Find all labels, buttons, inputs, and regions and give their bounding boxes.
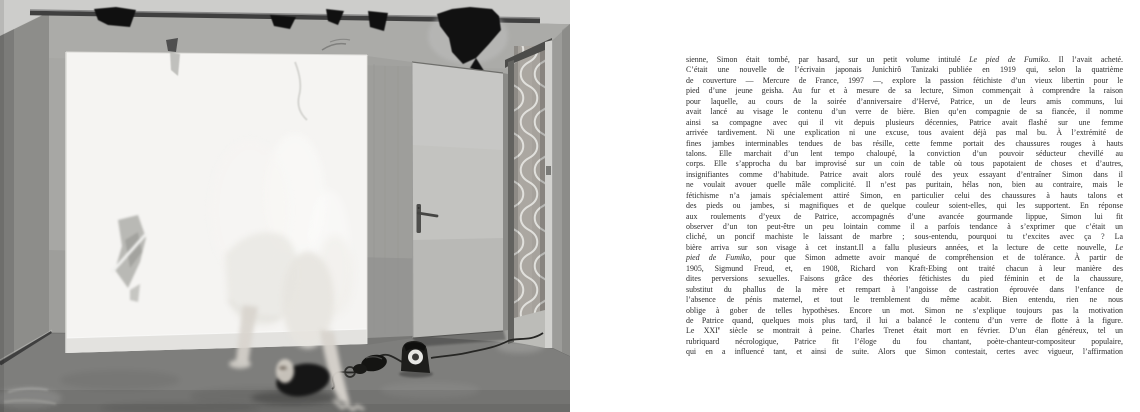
doorway — [505, 14, 553, 348]
text-line: oblige à gober de telles hypothèses. Encore un mot. Simon ne s’explique toujours pas la motivation — [686, 305, 1123, 315]
strike-plate — [546, 166, 551, 175]
doorway-gap — [508, 60, 514, 344]
text-line: rubriquard nécrologique, Patrice fit l’éloge du fou chantant, poète-chanteur-compositeur populaire, — [686, 336, 1123, 346]
text-line: 1905, Sigmund Freud, et, en 1908, Richard von Kraft-Ebing ont traité chacun à leur manière des — [686, 263, 1123, 273]
text-line: bière arriva sur son visage à cet instant.Il a fallu plusieurs années, et la lecture de cette nouvelle, Le — [686, 242, 1123, 252]
open-door — [412, 62, 508, 347]
text-line: insignifiantes comme d’habitude. Patrice avait alors roulé des yeux essayant d’entraîner Simon dans il — [686, 169, 1123, 179]
text-line: des pieds ou jambes, si magnifiques et de quelque couleur soient-elles, qui les supportent. En réponse — [686, 201, 1123, 211]
text-line: pour laquelle, au cours de la soirée d’anniversaire d’Hervé, Patrice, un de leurs amis communs, lui — [686, 96, 1123, 106]
text-line: sienne, Simon était tombé, par hasard, sur un petit volume intitulé Le pied de Fumiko. Il l’avait acheté. — [686, 55, 1123, 64]
text-line: de Patrice quand, quelques mois plus tard, il lui a balancé le contenu d’un verre de flotte à la figure. — [686, 315, 1123, 325]
text-line: substitut du phallus de la mère et rempart à l’angoisse de castration éprouvée dans l’enfance de — [686, 284, 1123, 294]
text-line: ainsi sa compagne avec qui il vit depuis plusieurs décennies, Patrice avait flashé sur une femme — [686, 117, 1123, 127]
text-line: aux roulements d’yeux de Patrice, accompagnés d’une avancée gourmande lippue, Simon lui fit — [686, 211, 1123, 221]
right-wall — [553, 24, 570, 356]
text-line: dites perversions sexuelles. Faisons grâce des théories fétichistes du pied féminin et de la chaussure, — [686, 274, 1123, 284]
page-text — [686, 55, 1123, 360]
text-line: fétichisme n’a jamais spécialement attiré Simon, en particulier celui des chaussures à hauts talons et — [686, 190, 1123, 200]
text-line: arrivée tardivement. Ni une explication ni une excuse, tous avaient déjà pas mal bu. À l’extrémité de — [686, 128, 1123, 138]
wall-strip — [367, 56, 413, 345]
text-line: de couverture — Mercure de France, 1997 —, explore la passion fétichiste d’un vieux libertin pour le — [686, 75, 1123, 85]
door-jamb — [545, 40, 553, 348]
text-line: qui en a influencé tant, et ainsi de suite. Alors que Simon contestait, certes avec vigueur, l’affirmation — [686, 347, 1123, 357]
text-line: pied de Fumiko, pour que Simon admette avoir manqué de compréhension et de tolérance. À partir de — [686, 253, 1123, 263]
photo-edge — [0, 0, 4, 412]
text-line: observer d’un ton peut-être un peu lointain comme il a parfois tendance à s’exprimer que c’était un — [686, 222, 1123, 231]
left-wall — [0, 12, 52, 366]
text-line: C’était une nouvelle de l’écrivain japonais Junichirô Tanizaki publiée en 1919 qui, selon la quatrième — [686, 65, 1123, 75]
text-line: talons. Elle marchait d’un lent tempo chaloupé, la conviction d’un pouvoir séducteur chevillé au — [686, 148, 1123, 158]
text-line: fines jambes interminables tendues de bas résille, cette femme portait des chaussures rouges à hauts — [686, 138, 1123, 148]
text-line: avait lancé au visage le contenu d’un verre de bière. Bien qu’en compagnie de sa fiancée, il nomme — [686, 107, 1123, 117]
text-line: Le XXIe siècle se montrait à peine. Charles Trenet était mort en février. D’un élan généreux, tel un — [686, 325, 1124, 336]
text-line: cliché, un poncif machiste le laissant de marbre ; sous-entendu, pourquoi tu t’excites avec ça ? La — [686, 232, 1123, 242]
text-line: l’absence de pénis maternel, et tout le tremblement du même acabit. Bien entendu, rien ne nous — [686, 295, 1123, 305]
text-line: ne voulait avouer quelle mâle complicité. Il n’est pas puritain, hélas non, bien au contraire, mais le — [686, 180, 1123, 190]
text-line: corps. Elle s’approcha du bar improvisé sur un coin de table où tous papotaient de choses et d’autres, — [686, 159, 1123, 169]
text-line: pied d’une jeune geisha. Au fur et à mesure de sa lecture, Simon commençait à comprendre la raison — [686, 86, 1123, 96]
